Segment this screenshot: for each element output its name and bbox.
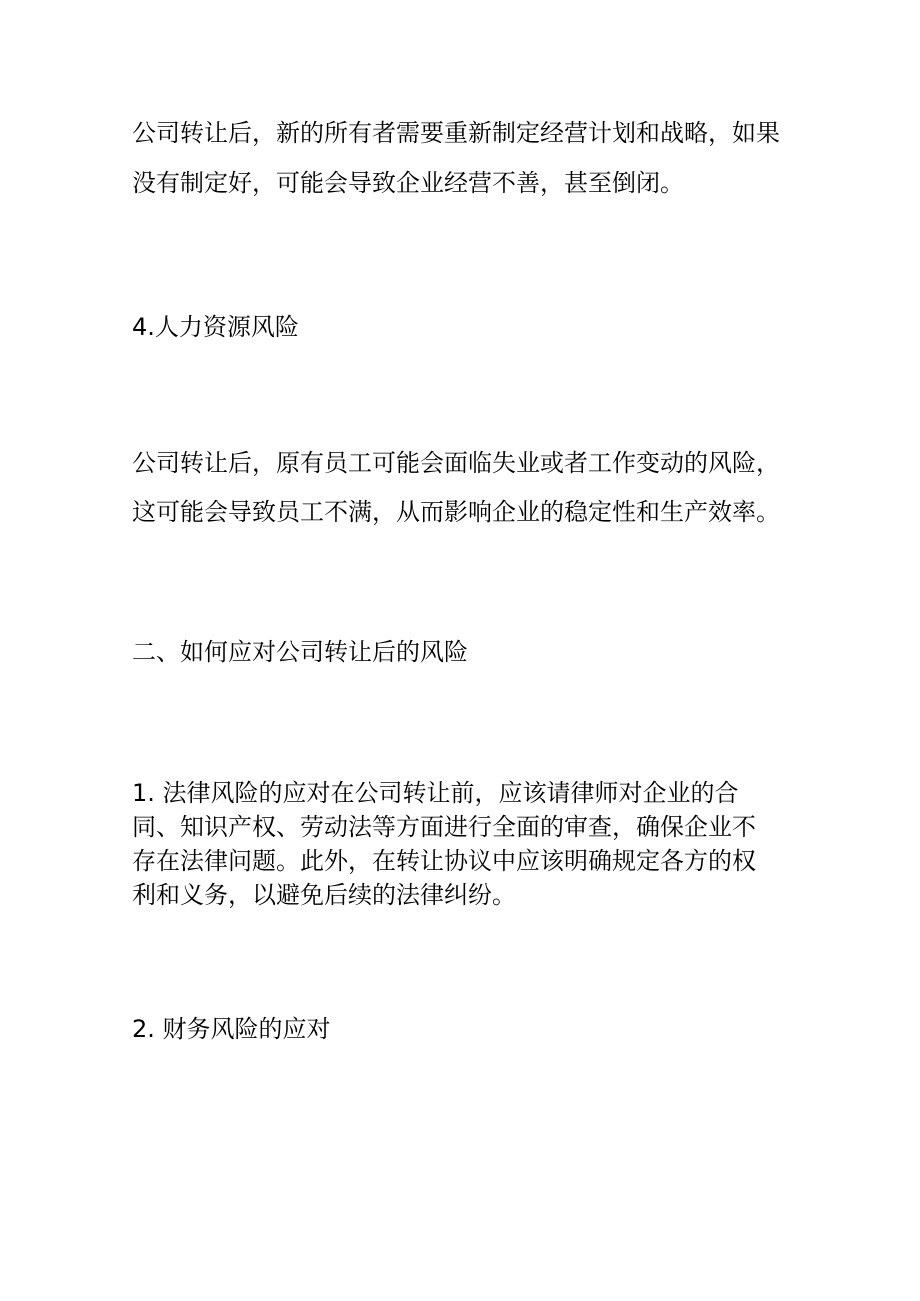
section-heading-financial-response: 2. 财务风险的应对 [132, 1015, 331, 1043]
paragraph-line: 没有制定好，可能会导致企业经营不善，甚至倒闭。 [132, 169, 684, 197]
paragraph-line: 1. 法律风险的应对在公司转让前，应该请律师对企业的合 [132, 779, 739, 807]
paragraph-line: 同、知识产权、劳动法等方面进行全面的审查，确保企业不 [132, 813, 756, 841]
section-heading-response: 二、如何应对公司转让后的风险 [132, 638, 468, 666]
paragraph-line: 存在法律问题。此外，在转让协议中应该明确规定各方的权 [132, 847, 756, 875]
paragraph-line: 利和义务，以避免后续的法律纠纷。 [132, 881, 516, 909]
paragraph-line: 公司转让后，原有员工可能会面临失业或者工作变动的风险， [132, 449, 780, 477]
section-heading-hr-risk: 4.人力资源风险 [132, 313, 299, 341]
paragraph-line: 这可能会导致员工不满，从而影响企业的稳定性和生产效率。 [132, 498, 780, 526]
paragraph-line: 公司转让后，新的所有者需要重新制定经营计划和战略，如果 [132, 119, 780, 147]
